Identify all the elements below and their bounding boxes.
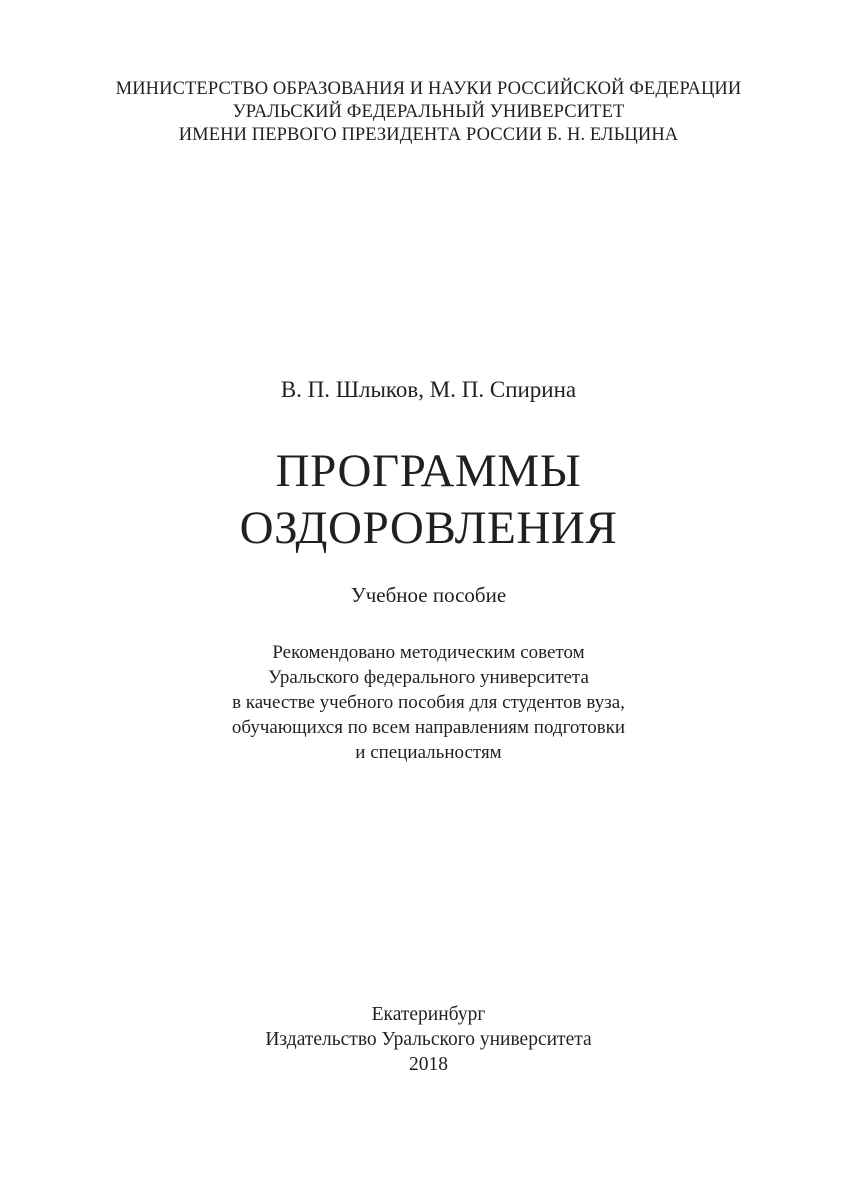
imprint-publisher: Издательство Уральского университета [265,1029,592,1050]
authors-text: В. П. Шлыков, М. П. Спирина [280,377,577,402]
recommendation-line-1: Рекомендовано методическим советом [272,642,585,663]
imprint [0,1002,857,1077]
recommendation-line-5: и специальностям [355,742,502,763]
recommendation-line-4: обучающихся по всем направлениям подготовки [231,717,626,738]
subtitle-text: Учебное пособие [350,583,507,607]
authors [0,376,857,404]
recommendation-line-3: в качестве учебного пособия для студентов вуза, [232,692,625,713]
header-line-named-after: ИМЕНИ ПЕРВОГО ПРЕЗИДЕНТА РОССИИ Б. Н. ЕЛЬЦИНА [178,125,679,145]
header-line-university: УРАЛЬСКИЙ ФЕДЕРАЛЬНЫЙ УНИВЕРСИТЕТ [232,102,625,122]
institution-header [0,78,857,147]
imprint-city: Екатеринбург [371,1004,486,1025]
recommendation-note [0,640,857,765]
header-line-ministry: МИНИСТЕРСТВО ОБРАЗОВАНИЯ И НАУКИ РОССИЙСКОЙ ФЕДЕРАЦИИ [115,79,742,99]
title-line-1: ПРОГРАММЫ [275,445,582,497]
book-subtitle [0,582,857,608]
recommendation-line-2: Уральского федерального университета [268,667,589,688]
imprint-year: 2018 [409,1054,448,1075]
book-title [0,443,857,557]
title-line-2: ОЗДОРОВЛЕНИЯ [239,502,618,554]
